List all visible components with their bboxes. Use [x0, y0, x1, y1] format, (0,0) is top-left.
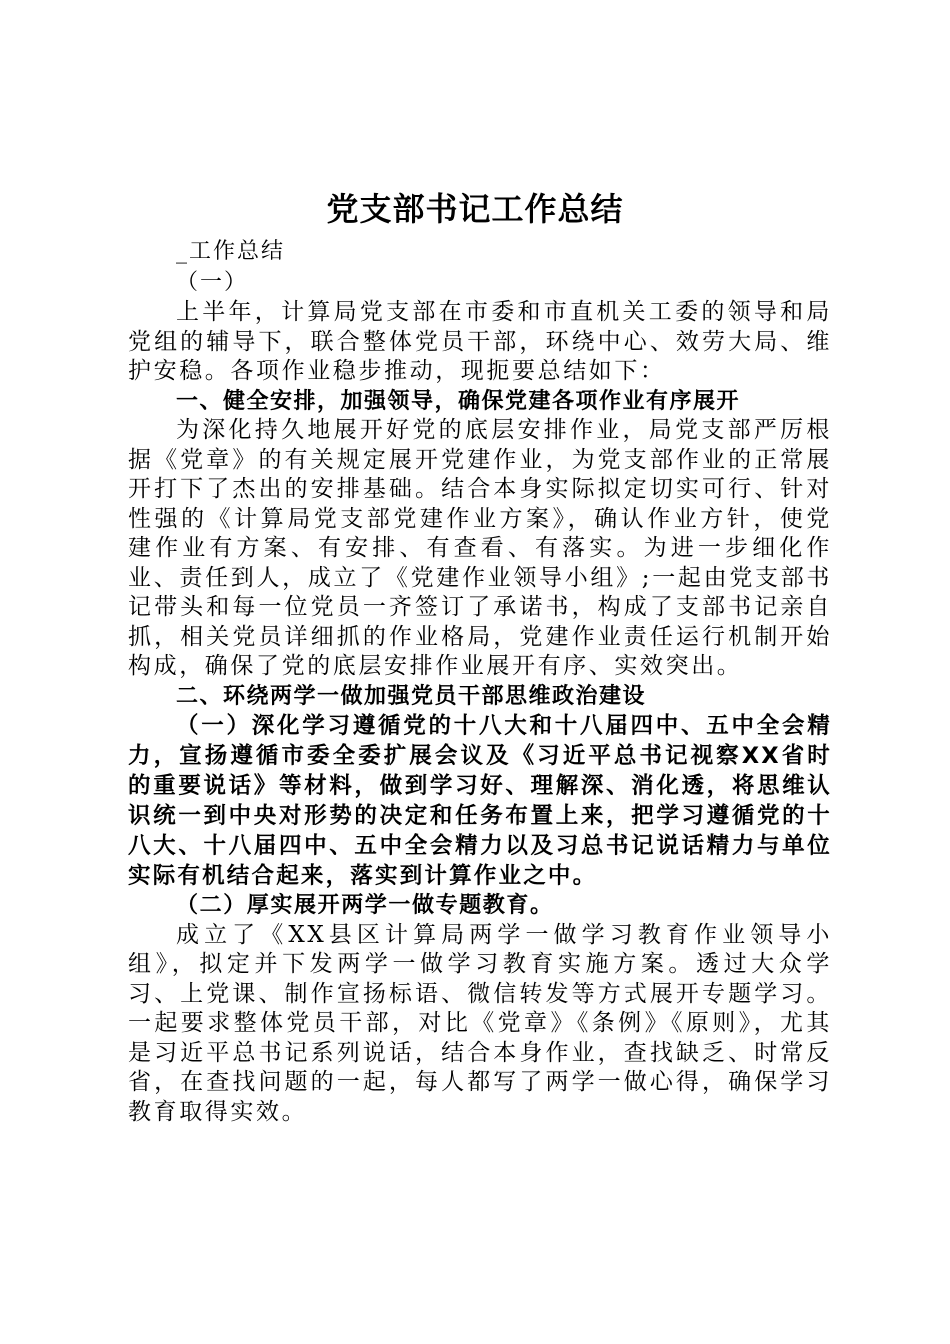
section-1-paragraph: 为深化持久地展开好党的底层安排作业，局党支部严厉根据《党章》的有关规定展开党建作业，为党支部作业的正常展开打下了杰出的安排基础。结合本身实际拟定切实可行、针对性强的《计算局党支部党建作业方案》，确认作业方针，使党建作业有方案、有安排、有查看、有落实。为进一步细化作业、责任到人，成立了《党建作业领导小组》;一起由党支部书记带头和每一位党员一齐签订了承诺书，构成了支部书记亲自抓，相关党员详细抓的作业格局，党建作业责任运行机制开始构成，确保了党的底层安排作业展开有序、实效突出。: [128, 417, 832, 679]
section-1-heading: 一、健全安排，加强领导，确保党建各项作业有序展开: [176, 388, 741, 414]
part-label: （一）: [176, 270, 249, 295]
intro-paragraph: 上半年，计算局党支部在市委和市直机关工委的领导和局党组的辅导下，联合整体党员干部，环绕中心、效劳大局、维护安稳。各项作业稳步推动，现扼要总结如下：: [128, 299, 832, 384]
section-2-heading: 二、环绕两学一做加强党员干部思维政治建设: [176, 683, 647, 709]
document-subtitle: _工作总结: [176, 239, 286, 264]
section-2-item-1: （一）深化学习遵循党的十八大和十八届四中、五中全会精力，宣扬遵循市委全委扩展会议及《习近平总书记视察XX省时的重要说话》等材料，做到学习好、理解深、消化透，将思维认识统一到中央对形势的决定和任务布置上来，把学习遵循党的十八大、十八届四中、五中全会精力以及习总书记说话精力与单位实际有机结合起来，落实到计算作业之中。: [128, 713, 832, 889]
document-title: 党支部书记工作总结: [326, 190, 624, 228]
section-2-item-2-paragraph: 成立了《XX县区计算局两学一做学习教育作业领导小组》，拟定并下发两学一做学习教育实施方案。透过大众学习、上党课、制作宣扬标语、微信转发等方式展开专题学习。一起要求整体党员干部，对比《党章》《条例》《原则》，尤其是习近平总书记系列说话，结合本身作业，查找缺乏、时常反省，在查找问题的一起，每人都写了两学一做心得，确保学习教育取得实效。: [128, 921, 832, 1125]
section-2-item-2-heading: （二）厚实展开两学一做专题教育。: [176, 893, 554, 918]
document-body: [128, 236, 832, 1127]
